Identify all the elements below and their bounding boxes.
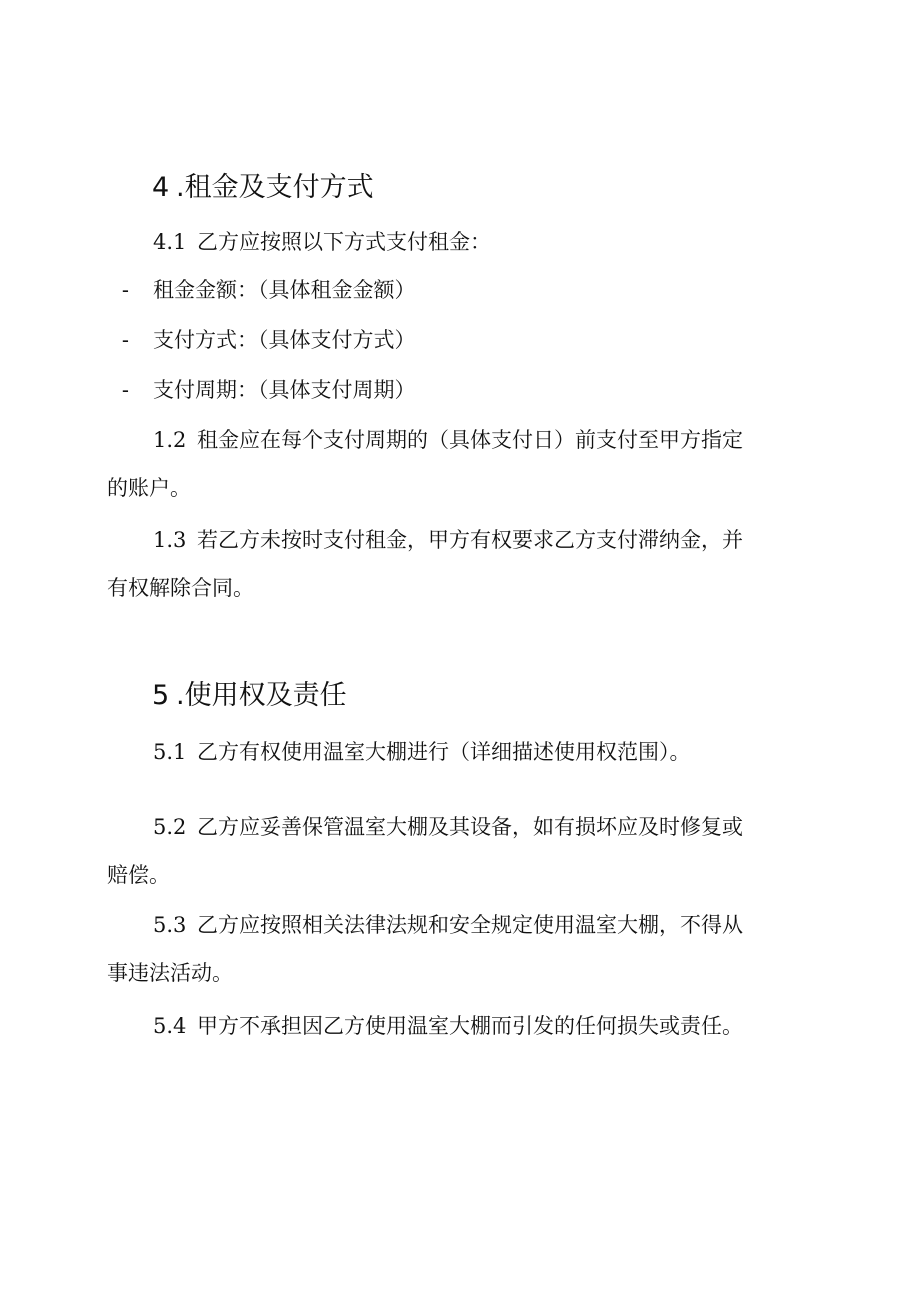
- section-4-heading: [152, 172, 374, 204]
- list-item-payment-period: [107, 366, 803, 414]
- clause-text-line-1: 若乙方未按时支付租金，甲方有权要求乙方支付滞纳金，并: [197, 528, 743, 552]
- clause-5-3: [107, 901, 803, 997]
- section-5-title: .使用权及责任: [176, 680, 347, 711]
- section-4-number: 4: [152, 172, 170, 203]
- clause-5-1: [107, 728, 803, 776]
- dash-bullet: -: [121, 378, 129, 402]
- clause-number: 5.2: [153, 815, 187, 839]
- clause-text-line-2: 事违法活动。: [107, 961, 233, 985]
- clause-text-line-2: 有权解除合同。: [107, 576, 254, 600]
- clause-number: 5.4: [153, 1014, 187, 1038]
- clause-number: 5.1: [153, 740, 187, 764]
- clause-5-2: [107, 803, 803, 899]
- dash-bullet: -: [121, 328, 129, 352]
- list-item-text: 租金金额：（具体租金金额）: [153, 278, 416, 302]
- clause-1-2: [107, 416, 803, 512]
- clause-number: 5.3: [153, 913, 187, 937]
- dash-bullet: -: [121, 278, 129, 302]
- clause-number: 1.2: [153, 428, 187, 452]
- list-item-text: 支付周期：（具体支付周期）: [153, 378, 416, 402]
- clause-4-1: [107, 218, 803, 266]
- clause-5-4: [107, 1002, 803, 1050]
- clause-text-line-2: 赔偿。: [107, 863, 170, 887]
- clause-text-line-2: 的账户。: [107, 476, 191, 500]
- clause-text-line-1: 乙方应按照相关法律法规和安全规定使用温室大棚，不得从: [197, 913, 743, 937]
- clause-text: 乙方有权使用温室大棚进行（详细描述使用权范围）。: [197, 740, 691, 764]
- clause-1-3: [107, 516, 803, 612]
- clause-number: 4.1: [153, 230, 187, 254]
- clause-text: 乙方应按照以下方式支付租金：: [197, 230, 491, 254]
- list-item-rent-amount: [107, 266, 803, 314]
- clause-text-line-1: 租金应在每个支付周期的（具体支付日）前支付至甲方指定: [197, 428, 743, 452]
- section-5-heading: [152, 680, 347, 712]
- list-item-text: 支付方式：（具体支付方式）: [153, 328, 416, 352]
- clause-text: 甲方不承担因乙方使用温室大棚而引发的任何损失或责任。: [197, 1014, 743, 1038]
- clause-number: 1.3: [153, 528, 187, 552]
- section-5-number: 5: [152, 680, 170, 711]
- clause-text-line-1: 乙方应妥善保管温室大棚及其设备，如有损坏应及时修复或: [197, 815, 743, 839]
- section-4-title: .租金及支付方式: [176, 172, 374, 203]
- list-item-payment-method: [107, 316, 803, 364]
